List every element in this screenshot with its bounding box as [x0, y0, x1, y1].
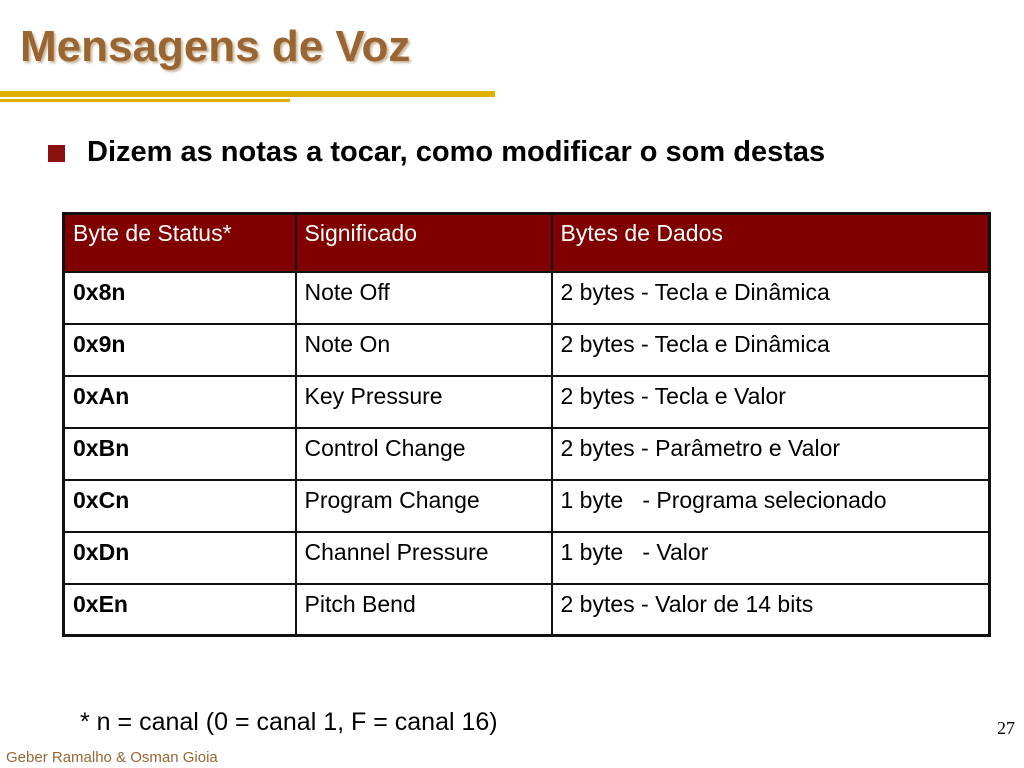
- slide-title: Mensagens de Voz: [20, 22, 411, 71]
- header-status-byte: Byte de Status*: [64, 214, 296, 272]
- data-bytes-cell: 2 bytes - Tecla e Dinâmica: [552, 324, 990, 376]
- bullet-text: Dizem as notas a tocar, como modificar o som destas: [87, 136, 826, 168]
- status-byte-cell: 0xDn: [64, 532, 296, 584]
- table-row: [64, 428, 990, 480]
- bullet-item: [48, 136, 825, 169]
- data-bytes-cell: 2 bytes - Tecla e Dinâmica: [552, 272, 990, 324]
- table-header-row: [64, 214, 990, 272]
- table-row: [64, 480, 990, 532]
- table-row: [64, 376, 990, 428]
- square-bullet-icon: [48, 145, 65, 162]
- meaning-cell: Key Pressure: [296, 376, 552, 428]
- page-number: 27: [997, 718, 1015, 738]
- meaning-cell: Program Change: [296, 480, 552, 532]
- header-data-bytes: Bytes de Dados: [552, 214, 990, 272]
- data-bytes-cell: 2 bytes - Valor de 14 bits: [552, 584, 990, 636]
- table-row: [64, 324, 990, 376]
- table-row: [64, 272, 990, 324]
- footnote: * n = canal (0 = canal 1, F = canal 16): [80, 708, 498, 736]
- data-bytes-cell: 2 bytes - Tecla e Valor: [552, 376, 990, 428]
- table-row: [64, 532, 990, 584]
- meaning-cell: Note On: [296, 324, 552, 376]
- status-byte-cell: 0xEn: [64, 584, 296, 636]
- status-byte-cell: 0xAn: [64, 376, 296, 428]
- status-byte-cell: 0x8n: [64, 272, 296, 324]
- meaning-cell: Note Off: [296, 272, 552, 324]
- meaning-cell: Pitch Bend: [296, 584, 552, 636]
- status-byte-cell: 0xCn: [64, 480, 296, 532]
- data-bytes-cell: 1 byte - Programa selecionado: [552, 480, 990, 532]
- author-credit: Geber Ramalho & Osman Gioia: [6, 749, 218, 766]
- title-rule-thick: [0, 91, 495, 97]
- meaning-cell: Control Change: [296, 428, 552, 480]
- data-bytes-cell: 2 bytes - Parâmetro e Valor: [552, 428, 990, 480]
- meaning-cell: Channel Pressure: [296, 532, 552, 584]
- table-row: [64, 584, 990, 636]
- voice-messages-table: [62, 212, 991, 637]
- data-bytes-cell: 1 byte - Valor: [552, 532, 990, 584]
- header-meaning: Significado: [296, 214, 552, 272]
- status-byte-cell: 0x9n: [64, 324, 296, 376]
- status-byte-cell: 0xBn: [64, 428, 296, 480]
- title-rule-thin: [0, 99, 290, 102]
